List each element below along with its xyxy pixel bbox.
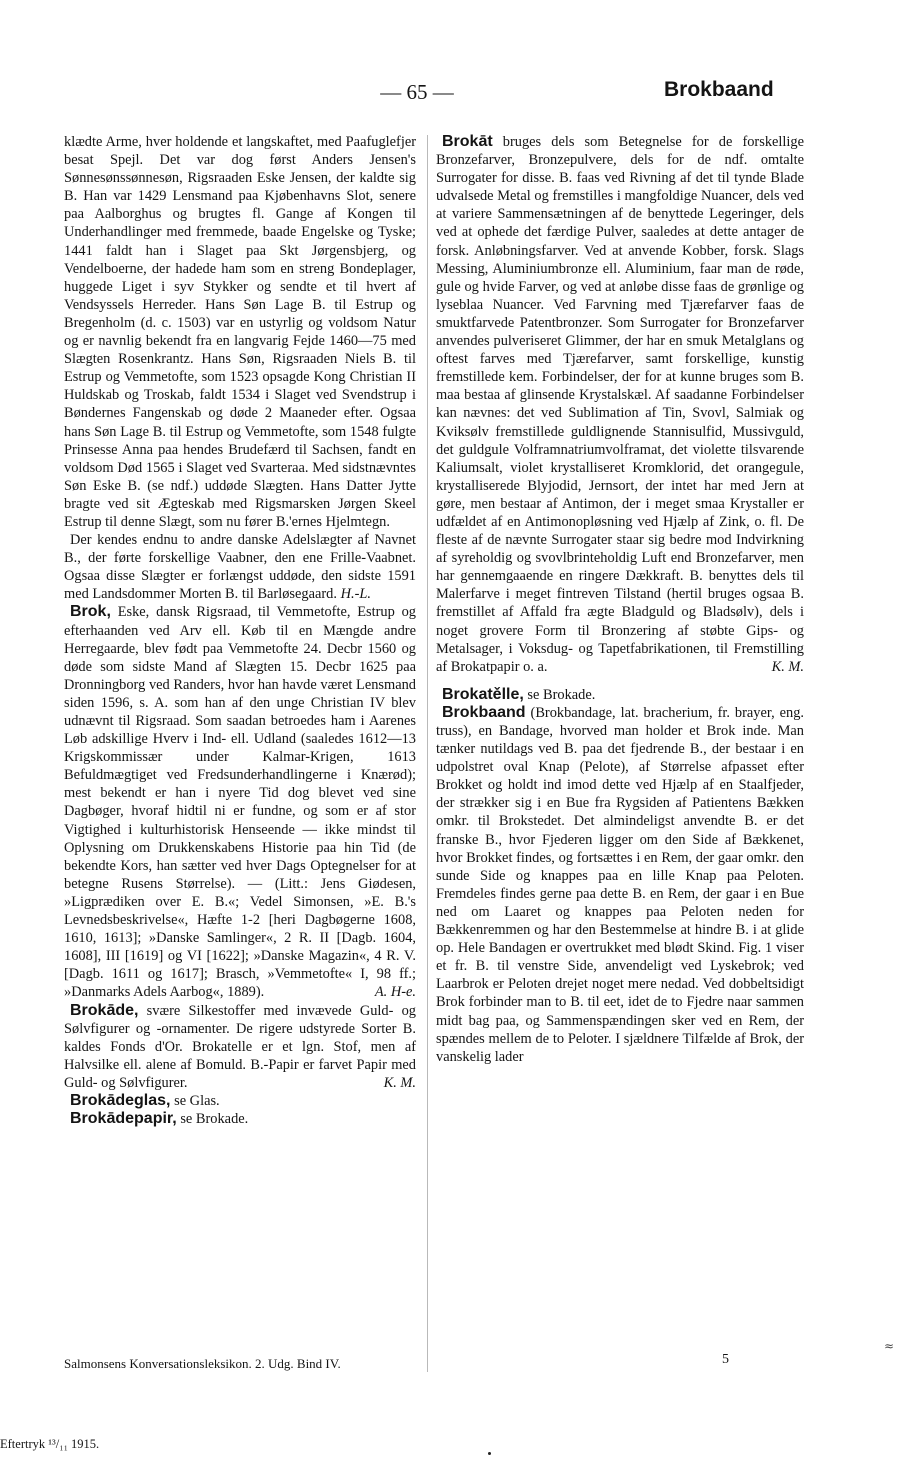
footer-sheet-number: 5 bbox=[722, 1352, 729, 1367]
entry-brok bbox=[64, 603, 416, 1001]
entry-brokatelle bbox=[436, 686, 804, 704]
entry-text: bruges dels som Betegnelse for de forskellige Bronzefarver, Bronzepulvere, dels for de ndf. omtalte Surrogater for disse. B. faas ved Rivning af det til tynde Blade udvalsede Metal og fremstilles i mangfoldige Nuancer, dels ved at variere Sammensætningen af de benyttede Legeringer, dels ved at ophede det færdige Pulver, saaledes at dette antager de forsk. Anløbningsfarver. Ved at anvende Kobber, forsk. Slags Messing, Aluminiumbronze ell. Aluminium, faar man de røde, gule og hvide Farver, og ved at anløbe disse faas de grønlige og lyseblaa Nuancer. Ved Farvning med Tjærefarver faas de smuktfarvede Patentbronzer. Som Surrogater for Bronzefarver anvendes pulveriseret Glimmer, der har en smuk Metalglans og oftest farves med Tjærefarver, samt forskellige, kunstig fremstillede kem. Forbindelser, der for at kunne bruges som B. maa bestaa af glinsende Krystalskæl. Af saadanne Forbindelser kan nævnes: det ved Sublimation af Tin, Svovl, Salmiak og Kviksølv fremstillede guldlignende Stannisulfid, Mussivguld, det guldgule Volframnatriumvolframat, det violette tilsvarende Kaliumsalt, violet krystalliseret Kromklorid, det orangegule, krystalliserede Blyjodid, Jernsort, der intet har med Jern at gøre, men bestaar af Antimon, der i meget smaa Krystaller er udfældet af en Antimonopløsning ved Hjælp af Zink, o. fl. De fleste af de nævnte Surrogater staar sig bedre mod Indvirkning af syreholdig og svovlbrinteholdig Luft end Bronzefarver, men har gennemgaaende en ringere Dækkraft. B. benyttes dels til Malerfarve i meget fintreven Tilstand (hertil bruges ogsaa B. fremstillet af Affald fra ægte Bladguld og Bladsølv), dels i noget grovere Form til Bronzering af støbte Gips- og Metalsager, i Voksdug- og Tapetfabrikationen, til Fremstilling af Brokatpapir o. a. bbox=[436, 134, 804, 675]
headword: Brokāt bbox=[442, 133, 493, 150]
entry-brokbaand bbox=[436, 704, 804, 1066]
headword: Brokāde, bbox=[70, 1001, 139, 1019]
paragraph: klædte Arme, hver holdende et langskaftet, med Paafuglefjer besat Spejl. Det var dog først Anders Jensen's Sønnesønssønnesøn, Rigsraaden Eske Jensen, der kaldte sig B. Han var 1429 Lensmand paa Kjøbenhavns Slot, senere paa Aalborghus og brugtes fl. Gange af Kongen til Underhandlinger med fremmede, baade Engelske og Tyske; 1441 faldt han i Slaget paa Skt Jørgensbjerg, og Vendelboerne, der hadede ham som en streng Bondeplager, huggede Liget i syv Stykker og sendte et til hvert af Vendsyssels Herreder. Hans Søn Lage B. til Estrup og Bregenholm (d. c. 1503) var en ustyrlig og voldsom Natur og er navnlig bekendt fra en langvarig Fejde 1460—75 med Slægten Rosenkrantz. Hans Søn, Rigsraaden Niels B. til Estrup og Vemmetofte, som 1523 opsagde Kong Christian II Huldskab og Troskab, faldt 1534 i Slaget ved Svendstrup i Bøndernes Fangenskab og døde 2 Maaneder efter. Ogsaa hans Søn Lage B. til Estrup og Vemmetofte, som 1548 fulgte Prinsesse Anna paa hendes Brudefærd til Sachsen, fandt en voldsom Død 1565 i Slaget ved Svarteraa. Med sidstnævntes Søn Eske B. (se ndf.) uddøde Slægten. Hans Datter Jytte bragte ved sit Ægteskab med Rigsmarsken Jørgen Skeel Estrup til denne Slægt, som nu fører B.'ernes Hjelmtegn. bbox=[64, 134, 416, 530]
entry-brokadepapir bbox=[64, 1110, 416, 1128]
signature: K. M. bbox=[383, 1074, 416, 1091]
headword: Brokādeglas, bbox=[70, 1091, 171, 1109]
signature: H.-L. bbox=[340, 586, 371, 603]
entry-brokat bbox=[436, 133, 804, 676]
signature: A. H-e. bbox=[374, 984, 416, 1001]
column-rule bbox=[427, 135, 428, 1372]
reprint-note: Eftertryk ¹³/₁₁ 1915. bbox=[0, 1437, 100, 1451]
page-header-number: — 65 — bbox=[380, 80, 454, 104]
left-column bbox=[64, 133, 416, 1128]
headword: Brokādepapir, bbox=[70, 1110, 177, 1128]
running-head: Brokbaand bbox=[664, 78, 774, 101]
entry-brokade bbox=[64, 1002, 416, 1092]
headword: Brokatělle, bbox=[442, 685, 524, 703]
headword: Brokbaand bbox=[442, 703, 526, 721]
entry-text: se Brokade. bbox=[180, 1111, 249, 1128]
paragraph-text: Der kendes endnu to andre danske Adelslægter af Navnet B., der førte forskellige Vaabner, den ene Frille-Vaabnet. Ogsaa disse Slægter er forlængst uddøde, den sidste 1591 med Landsdommer Morten B. til Barløsegaard. bbox=[64, 532, 416, 603]
signature: K. M. bbox=[771, 658, 804, 675]
entry-text: svære Silkestoffer med invævede Guld- og Sølvfigurer og -ornamenter. De rigere udstyrede Sorter B. kaldes Fonds d'Or. Brokatelle er et lgn. Stof, men af Halvsilke ell. alene af Bomuld. B.-Papir er farvet Papir med Guld- og Sølvfigurer. bbox=[64, 1002, 416, 1091]
margin-mark: ≈ bbox=[884, 1339, 895, 1353]
entry-text: se Glas. bbox=[174, 1092, 220, 1109]
ink-speck bbox=[488, 1452, 491, 1455]
headword: Brok, bbox=[70, 603, 111, 621]
right-column bbox=[436, 133, 804, 1066]
footer-publication: Salmonsens Konversationsleksikon. 2. Udg. Bind IV. bbox=[64, 1356, 341, 1371]
entry-text: se Brokade. bbox=[527, 686, 596, 703]
entry-text: (Brokbandage, lat. bracherium, fr. brayer, eng. truss), en Bandage, hvorved man holder et Brok inde. Man tænker nutildags ved B. paa det fjedrende B., der bestaar i en udpolstret oval Knap (Pelote), af Størrelse afpasset efter Brokket og holdt ind imod dette ved Hjælp af en Staalfjeder, der strækker sig i en Bue fra Rygsiden af Patientens Bækken omkr. til Brokstedet. Det almindeligst anvendte B. er det franske B., hvor Fjederen ligger om den Side af Bækkenet, hvor Brokket findes, og fortsættes i en Rem, der gaar omkr. den sunde Side og knappes paa en lille Knap paa Peloten. Fremdeles findes gerne paa dette B. en Rem, der gaar i en Bue ned om Laaret og knappes paa Peloten neden for Bækkenremmen og har den Bestemmelse at hindre B. i at glide op. Hele Bandagen er overtrukket med blødt Skind. Fig. 1 viser et fr. B. til venstre Side, anvendeligt ved Lyskebrok; ved Laarbrok er Peloten drejet noget mere nedad. Ved dobbeltsidigt Brok forbinder man to B. til eet, idet de to Fjedre naar sammen midt bag paa, og Sammenspændingen sker ved en Rem, der spændes mellem de to Peloter. I sjældnere Tilfælde af Brok, der vanskelig lader bbox=[436, 704, 804, 1065]
paragraph bbox=[64, 531, 416, 603]
entry-brokadeglas bbox=[64, 1092, 416, 1110]
entry-text: Eske, dansk Rigsraad, til Vemmetofte, Estrup og efterhaanden ved Arv ell. Køb til en Mængde andre Herregaarde, blev født paa Vemmetofte 24. Decbr 1560 og døde som sidste Mand af Slægten 15. Decbr 1625 paa Dronningborg ved Randers, hvor han havde været Lensmand siden 1596, s. A. som han af den unge Christian IV blev udnævnt til Rigsraad. Som saadan betroedes ham i Aarenes Løb adskillige Hverv i Ind- ell. Udland (saaledes 1612—13 Krigskommissær under Kalmar-Krigen, 1613 Befuldmægtiget ved Fredsunderhandlingerne i Knærød); mest bekendt er han i nyere Tid dog blevet ved sine Dagbøger, hvoraf hidtil ni er fundne, og som er af stor Vigtighed i kulturhistorisk Henseende — ikke mindst til Oplysning om Drukkenskabens Historie paa hin Tid (de bekendte Kors, han sætter ved hver Dags Optegnelser for at betegne Rusens Størrelse). — (Litt.: Jens Giødesen, »Ligprædiken over E. B.«; Vedel Simonsen, »E. B.'s Levnedsbeskrivelse«, Hæfte 1-2 [heri Dagbøgerne 1608, 1610, 1613]; »Danske Samlinger«, 2 R. II [Dagb. 1604, 1608], III [1619] og VI [1622]; »Danske Magazin«, 4 R. V. [Dagb. 1611 og 1617]; Brasch, »Vemmetofte« I, 98 ff.; »Danmarks Adels Aarbog«, 1889). bbox=[64, 604, 416, 1001]
